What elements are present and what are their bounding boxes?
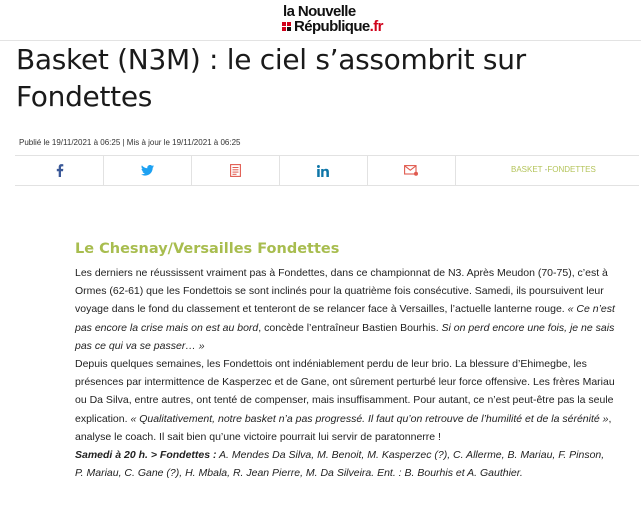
article-title: Basket (N3M) : le ciel s’assombrit sur Fondettes [16,43,526,113]
share-email-button[interactable] [367,156,456,185]
tag-basket[interactable]: BASKET [511,165,543,174]
logo-tld: .fr [369,18,383,35]
logo-line2 [294,19,383,35]
tag-separator: - [544,165,548,174]
share-twitter-button[interactable] [103,156,192,185]
p1-text-a: Les derniers ne réussissent vraiment pas à Fondettes, dans ce championnat de N3. Après Meudon (70-75), c’est à Ormes (62-61) que les Fondettois se sont inclinés pour la quatrième fois consécutive. Samedi, ils poursuivent leur voyage dans le fond du classement et tenteront de se relancer face à Versailles, l’actuelle lanterne rouge. [75,267,608,316]
logo-line2-text: République [294,18,370,35]
print-button[interactable] [191,156,280,185]
logo-mark-icon [282,22,292,32]
paragraph-3 [75,446,615,482]
twitter-icon [141,165,154,176]
paragraph-2 [75,355,615,446]
share-bar [15,155,639,186]
site-logo[interactable] [283,4,403,36]
paragraph-1 [75,264,615,355]
share-facebook-button[interactable] [15,156,104,185]
tag-fondettes[interactable]: FONDETTES [547,165,596,174]
tags [511,165,596,174]
p2-text-a: Depuis quelques semaines, les Fondettois ont indéniablement perdu de leur brio. La blessure d’Ehimegbe, les présences par intermittence de Kasperzec et de Gane, ont sûrement perturbé leur force offensive. Les frères Mariau ou Da Silva, entre autres, ont tenté de compenser, mais insuffisamment. Pour autant, ce n’est peut-être pas la seule explication. [75,358,615,425]
article-body [75,240,615,482]
print-icon [230,164,241,177]
masthead [0,0,641,41]
p1-quote-1: « Ce n’est pas encore la crise mais on est au bord [75,303,615,334]
share-linkedin-button[interactable] [279,156,368,185]
article-meta: Publié le 19/11/2021 à 06:25 | Mis à jour le 19/11/2021 à 06:25 [19,138,241,147]
p1-text-b: , concède l’entraîneur Bastien Bourhis. [258,321,442,334]
p3-lead [75,449,217,461]
p2-quote: « Qualitativement, notre basket n’a pas progressé. Il faut qu’on retrouve de l’humilité et de la sérénité » [130,412,609,425]
facebook-icon [55,164,64,177]
p3-lead-text: Samedi à 20 h. > Fondettes : [75,449,217,462]
linkedin-icon [317,165,329,177]
p1-quote-2: Si on perd encore une fois, je ne sais pas ce qui va se passer… » [75,321,615,352]
logo-line1: la Nouvelle [283,3,356,20]
p2-text-b: , analyse le coach. Il sait bien qu’une victoire pourrait lui servir de paratonnerre ! [75,412,612,443]
email-icon [404,165,418,176]
article-text [75,264,615,482]
p3-roster: A. Mendes Da Silva, M. Benoit, M. Kasperzec (?), C. Allerme, B. Mariau, F. Pinson, P. Mariau, C. Gane (?), H. Mbala, R. Jean Pierre, M. Da Silveira. Ent. : B. Bourhis et A. Gauthier. [75,449,605,480]
article-subhead: Le Chesnay/Versailles Fondettes [75,241,340,257]
